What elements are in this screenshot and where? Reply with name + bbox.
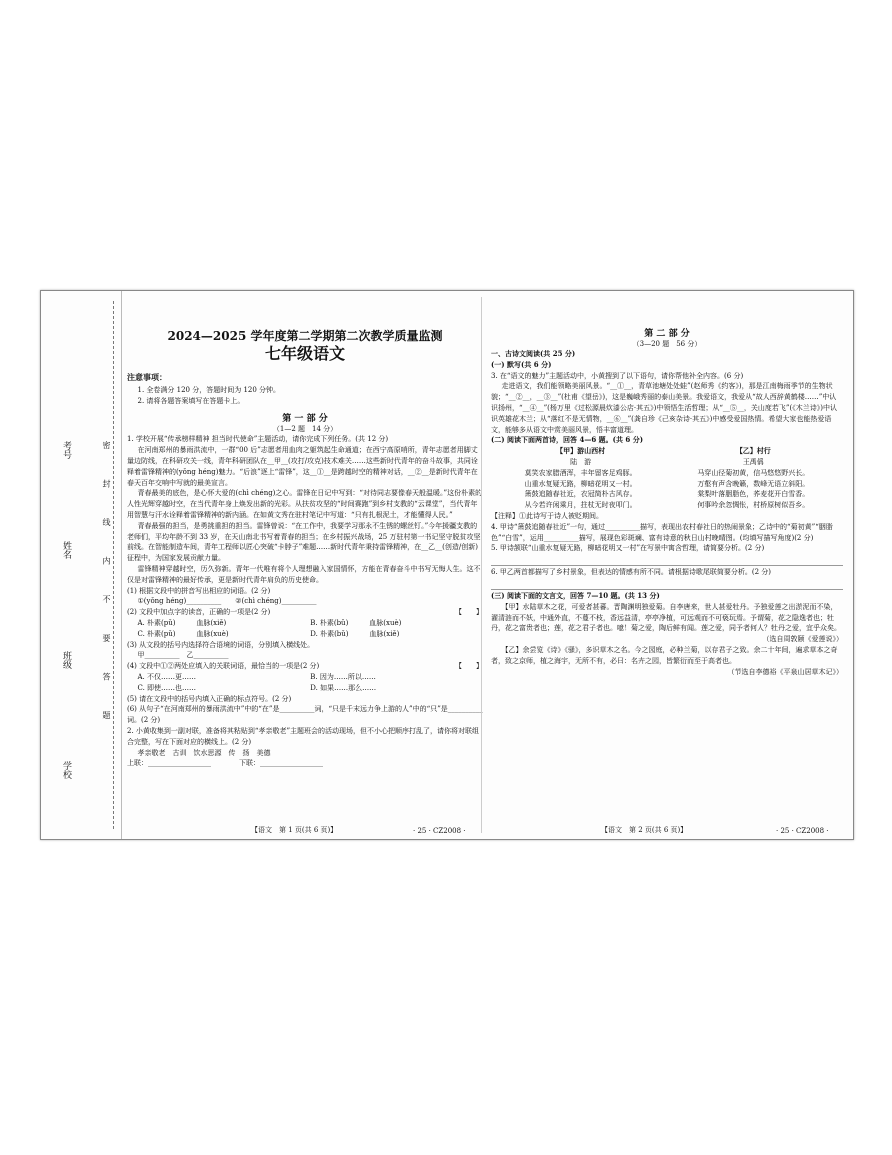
classical-text-a: 【甲】水陆草木之花，可爱者甚蕃。晋陶渊明独爱菊。自李唐来，世人甚爱牡丹。予独爱莲之出淤泥而不染，濯清涟而不妖，中通外直，不蔓不枝，香远益清，亭亭净植，可远观而不可亵玩焉。予谓菊，花之隐逸者也；牡丹，花之富贵者也；莲，花之君子者也。噫！菊之爱，陶后鲜有闻。莲之爱，同予者何人？牡丹之爱，宜乎众矣。 xyxy=(491,602,841,633)
option: A. 不仅……更…… xyxy=(137,672,197,681)
poem-author: 陆 游 xyxy=(570,457,592,466)
part-one-title: 第 一 部 分 xyxy=(282,414,328,425)
poem-line: 箫鼓追随春社近，衣冠简朴古风存。 xyxy=(524,490,637,499)
seal-line xyxy=(113,301,114,829)
poem-line: 棠梨叶落胭脂色，荞麦花开白雪香。 xyxy=(697,490,810,499)
poem-line: 从今若许闲乘月，拄杖无时夜叩门。 xyxy=(524,501,637,510)
classical-text-b: 【乙】余尝览《诗》《骚》，多识草木之名。今之园庭，必种兰菊，以存君子之致。余二十年间，遍求草本之奇者，致之京师，植之海宇，无所不有，必曰：名卉之园，皆繁衍而至于高者也。 xyxy=(491,645,838,665)
poem-line: 何事吟余忽惆怅，村桥原树似吾乡。 xyxy=(697,501,810,510)
question-2: 2. 小黄收集到一副对联，准备将其粘贴到“孝亲敬老”主题班会的活动现场，但不小心把顺序打乱了，请你将对联组合完整，写在下面对应的横线上。(2 分) xyxy=(127,726,480,746)
sub-question: ①(yǒng héng)__________ ②(chì chéng)__________ xyxy=(137,597,317,606)
section-heading: (二) 阅读下面两首诗，回答 4—6 题。(共 6 分) xyxy=(491,435,644,445)
source-a: （选自周敦颐《爱莲说》） xyxy=(762,635,843,644)
left-page xyxy=(123,291,487,769)
passage-paragraph: 雷锋精神穿越时空，历久弥新。青年一代唯有将个人理想融入家国情怀，方能在青春奋斗中书写无悔人生。这不仅是对雷锋精神的最好传承，更是新时代青年肩负的历史使命。 xyxy=(127,564,481,584)
page-divider xyxy=(481,297,482,833)
subject-title: 七年级语文 xyxy=(264,344,345,363)
sub-question: 甲__________ 乙__________ xyxy=(137,651,229,660)
poem-line: 万壑有声含晚籁，数峰无语立斜阳。 xyxy=(697,479,810,488)
sub-question: (1) 根据文段中的拼音写出相应的词语。(2 分) xyxy=(127,586,271,595)
poem-title: 【乙】村行 xyxy=(735,446,771,456)
couplet-words: 孝亲敬老 古训 饮水思源 传 扬 美德 xyxy=(137,748,271,757)
couplet-lines: 上联：__________________ 下联：__________________ xyxy=(127,759,323,768)
page-code-right: · 25 · CZ2008 · xyxy=(776,827,829,835)
part-two-title: 第 二 部 分 xyxy=(644,329,690,339)
poem-line: 莫笑农家腊酒浑，丰年留客足鸡豚。 xyxy=(524,468,637,477)
question-1-intro: 1. 学校开展“传承榜样精神 担当时代使命”主题活动，请你完成下列任务。(共 12 分) xyxy=(127,435,389,444)
exam-sheet xyxy=(40,290,854,840)
option: D. 朴素(bǔ) 血脉(xiě) xyxy=(310,629,400,638)
section-heading: (三) 阅读下面的文言文，回答 7—10 题。(共 13 分) xyxy=(491,590,660,600)
sub-question: (4) 文段中①②两处应填入的关联词语，最恰当的一项是(2 分) 【 】 xyxy=(127,662,483,671)
poem-title: 【甲】游山西村 xyxy=(556,446,606,456)
answer-line xyxy=(491,579,843,590)
question-6: 6. 甲乙两首都描写了乡村景象，但表达的情感有所不同。请根据诗歌尾联简要分析。(2 分) xyxy=(491,568,772,577)
poem-a xyxy=(501,446,660,511)
option: D. 如果……那么…… xyxy=(310,683,377,692)
exam-title: 2024—2025 学年度第二学期第二次教学质量监测 xyxy=(167,329,443,343)
question-3-text: 走进语文，我们能领略美丽风景。“__①__，青草池塘处处蛙”(赵师秀《约客》)，那是江南梅雨季节的生物状貌；“__②__，__③__”(杜甫《望岳》)，这是巍峨秀丽的泰山美景。我爱语文，我爱从“故人西辞黄鹤楼……”中认识扬州，“__④__”(杨万里《过松源晨炊漆公店·其五》)中领悟生活哲理；从“__⑤__，关山度若飞”(《木兰诗》)中认识英雄花木兰；从“落红不是无情物，__⑥__”(龚自珍《己亥杂诗·其五》)中感受爱国热情。希望大家也能热爱语文，能够多从语文中赏美丽风景，悟丰富道理。 xyxy=(491,382,837,434)
seal-warning: 密 封 线 内 不 要 答 题 xyxy=(102,441,111,733)
page-footer-left: 【语文 第 1 页(共 6 页)】 xyxy=(251,826,338,834)
passage-paragraph: 在河南郑州的暴雨洪流中，一群“00 后”志愿者用血肉之躯筑起生命通道；在西宁高原哨所，青年志愿者用脚丈量边防线，在科研攻关一线，青年科研团队在__甲__(攻打/攻克)技术难关……这些新时代青年的奋斗故事，共同诠释着雷锋精神的(yǒng héng)魅力。“后浪”逐上“雷锋”，这__①__是跨越时空的精神对话，__②__是新时代青年在春天百年交响中写就的最美宣言。 xyxy=(127,446,478,487)
name-label: 姓名 xyxy=(61,541,71,559)
option: A. 朴素(pǔ) 血脉(xiě) xyxy=(137,618,227,627)
poem-line: 马穿山径菊初黄，信马悠悠野兴长。 xyxy=(697,468,810,477)
option: C. 即使……也…… xyxy=(137,683,197,692)
options-group xyxy=(127,618,483,640)
poem-line: 山重水复疑无路，柳暗花明又一村。 xyxy=(524,479,637,488)
passage-paragraph: 青春最强的担当，是勇挑重担的担当。雷锋曾说：“在工作中，我要学习那永不生锈的螺丝钉。”今年援疆支教的老师们，平均年龄不到 33 岁，在天山南北书写着青春的担当；在乡村振兴战场，25 万驻村第一书记坚守脱贫攻坚前线。在智能制造车间，青年工程师以匠心突破“卡脖子”难题……新时代青年秉持雷锋精神，在__乙__(创造/创新)征程中，为国家发展贡献力量。 xyxy=(127,521,481,563)
page-footer-right: 【语文 第 2 页(共 6 页)】 xyxy=(601,826,688,834)
part-two-sub: （3—20 题 56 分） xyxy=(632,340,702,348)
exam-no-label: 考号 xyxy=(61,441,71,459)
option: B. 因为……所以…… xyxy=(310,672,376,681)
passage-paragraph: 青春最美的底色，是心怀大爱的(chì chéng)之心。雷锋在日记中写到：“对待同志要像春天般温暖。”这份朴素的人性光辉穿越时空，在当代青年身上焕发出新的光彩。从扶贫攻坚的“时间赛跑”到乡村支教的“云课堂”，当代青年用智慧与汗水诠释着雷锋精神的新内涵。在如黄文秀在驻村笔记中写道：“只有扎根泥土，才能懂得人民。” xyxy=(127,489,483,519)
options-group xyxy=(127,672,483,694)
sub-question: (5) 请在文段中的括号内填入正确的标点符号。(2 分) xyxy=(127,694,292,703)
part-one-sub: （1—2 题 14 分） xyxy=(272,425,338,434)
question-4: 4. 甲诗“箫鼓追随春社近”一句，通过__________描写，表现出农村春社日的热闹景象；乙诗中的“菊初黄”“胭脂色”“白雪”，运用__________描写，展现色彩斑斓、富有诗意的秋日山村晚晴图。(均填写描写角度)(2 分) xyxy=(491,522,833,542)
question-5: 5. 甲诗颔联“山重水复疑无路，柳暗花明又一村”在写景中寓含哲理，请简要分析。(2 分) xyxy=(491,544,765,553)
school-label: 学校 xyxy=(61,761,71,779)
question-3: 3. 在“语文的魅力”主题活动中，小黄搜到了以下语句，请你帮他补全内容。(6 分) xyxy=(491,371,744,380)
source-b: （节选自李德裕《平泉山居草木记》） xyxy=(727,667,843,676)
sub-question: (6) 从句子“在河南郑州的暴雨洪流中”中的“在”是__________词，“只是千末远力争上游的人”中的“只”是__________词。(2 分) xyxy=(127,705,483,725)
note-item: 2. 请将各题答案填写在答题卡上。 xyxy=(137,396,245,405)
option: B. 朴素(bǔ) 血脉(xuè) xyxy=(310,618,402,627)
right-page xyxy=(487,291,847,677)
note-item: 1. 全卷满分 120 分，答题时间为 120 分钟。 xyxy=(137,385,281,394)
sub-question: (3) 从文段的括号内选择符合语境的词语，分别填入横线处。 xyxy=(127,640,315,649)
poem-b xyxy=(674,446,833,511)
option: C. 朴素(pǔ) 血脉(xuè) xyxy=(137,629,229,638)
notes-heading: 注意事项： xyxy=(127,372,167,382)
sub-question: (2) 文段中加点字的读音，正确的一项是(2 分) 【 】 xyxy=(127,608,483,617)
section-heading: 一、古诗文阅读(共 25 分) xyxy=(491,349,576,358)
class-label: 班级 xyxy=(61,651,71,669)
poem-author: 王禹偁 xyxy=(742,457,764,466)
poem-note: 【注释】①此诗写于诗人被贬期间。 xyxy=(491,511,603,520)
section-heading: (一) 默写(共 6 分) xyxy=(491,359,552,369)
poems xyxy=(491,446,843,511)
page-code-left: · 25 · CZ2008 · xyxy=(413,827,466,835)
answer-line xyxy=(491,555,843,566)
